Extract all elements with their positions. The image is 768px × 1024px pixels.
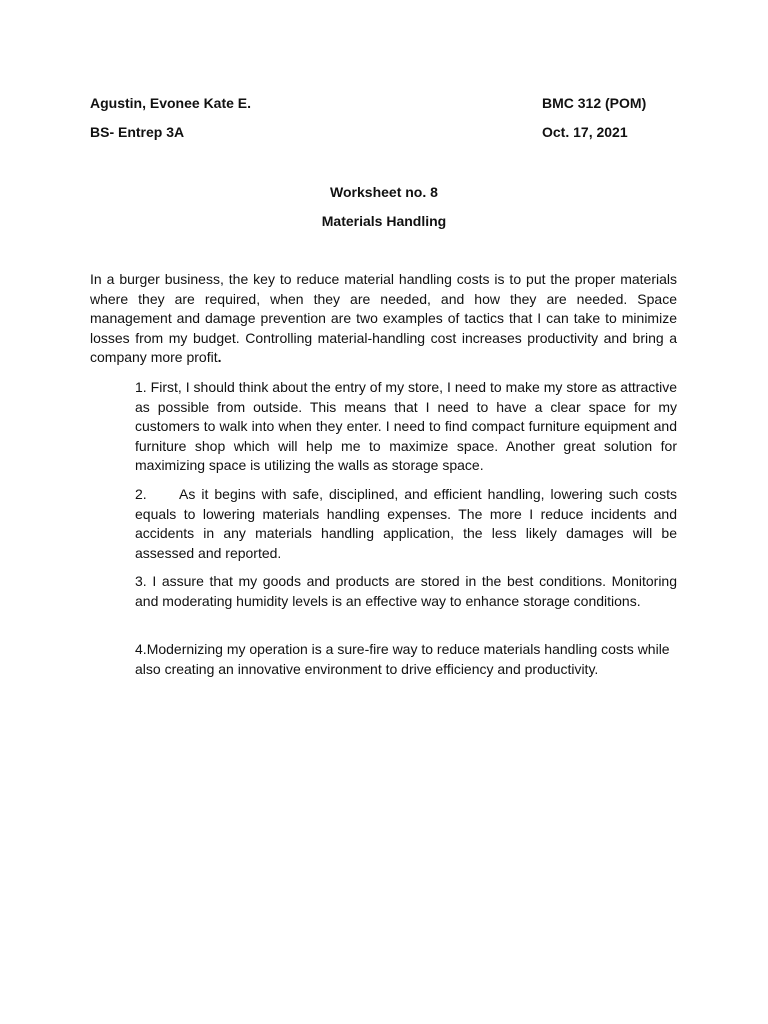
item-number: 1.: [135, 379, 147, 395]
intro-paragraph: [90, 270, 677, 368]
item-text: As it begins with safe, disciplined, and efficient handling, lowering such costs equals to lowering materials handling expenses. The more I reduce incidents and accidents in any materials handling application, the less likely damages will be assessed and reported.: [135, 486, 677, 561]
item-text: Modernizing my operation is a sure-fire way to reduce materials handling costs while also creating an innovative environment to drive efficiency and productivity.: [135, 641, 670, 677]
list-item: [135, 485, 677, 563]
worksheet-title: Worksheet no. 8: [330, 184, 438, 200]
item-text: I assure that my goods and products are stored in the best conditions. Monitoring and moderating humidity levels is an effective way to enhance storage conditions.: [135, 573, 677, 609]
list-item: [135, 378, 677, 476]
list-item: [135, 572, 677, 611]
student-section: BS- Entrep 3A: [90, 124, 185, 140]
course-code: BMC 312 (POM): [542, 95, 647, 111]
item-number: 3.: [135, 573, 147, 589]
document-date: Oct. 17, 2021: [542, 124, 628, 140]
item-text: First, I should think about the entry of my store, I need to make my store as attractive as possible from outside. This means that I need to have a clear space for my customers to walk into when they enter. I need to find compact furniture equipment and furniture shop which will help me to maximize space. Another great solution for maximizing space is utilizing the walls as storage space.: [135, 379, 678, 473]
item-number: 2.: [135, 486, 147, 502]
topic-title: Materials Handling: [321, 213, 447, 229]
item-number: 4.: [135, 641, 147, 657]
list-item: [135, 640, 677, 679]
intro-end-punct: .: [217, 349, 222, 365]
intro-text: In a burger business, the key to reduce material handling costs is to put the proper materials where they are required, when they are needed, and how they are needed. Space management and damage prevention are two examples of tactics that I can take to minimize losses from my budget. Controlling material-handling cost increases productivity and bring a company more profit: [90, 271, 677, 365]
student-name: Agustin, Evonee Kate E.: [90, 95, 252, 111]
